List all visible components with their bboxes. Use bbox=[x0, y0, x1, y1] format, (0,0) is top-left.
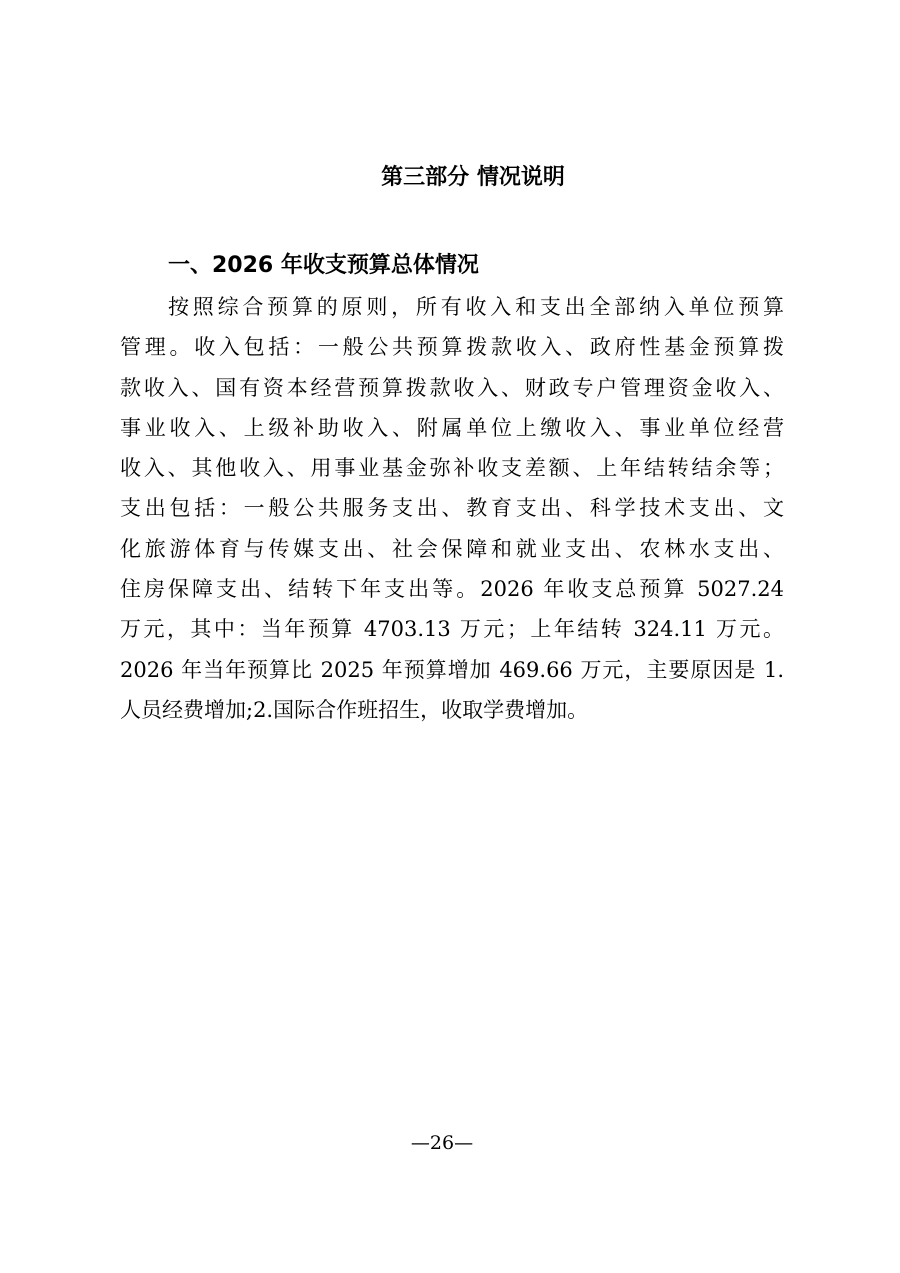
paragraph-line: 支出包括：一般公共服务支出、教育支出、科学技术支出、文 bbox=[120, 496, 784, 521]
body-paragraph bbox=[120, 287, 784, 730]
section-heading: 一、2026 年收支预算总体情况 bbox=[168, 253, 479, 278]
paragraph-line: 事业收入、上级补助收入、附属单位上缴收入、事业单位经营 bbox=[120, 415, 784, 440]
paragraph-line: 按照综合预算的原则，所有收入和支出全部纳入单位预算 bbox=[168, 295, 784, 319]
part-title: 第三部分 情况说明 bbox=[381, 165, 565, 190]
page-number: —26— bbox=[410, 1132, 474, 1154]
paragraph-line: 款收入、国有资本经营预算拨款收入、财政专户管理资金收入、 bbox=[120, 375, 784, 400]
paragraph-line: 万元，其中：当年预算 4703.13 万元；上年结转 324.11 万元。 bbox=[120, 617, 784, 642]
paragraph-line: 2026 年当年预算比 2025 年预算增加 469.66 万元，主要原因是 1. bbox=[120, 657, 784, 682]
paragraph-line: 化旅游体育与传媒支出、社会保障和就业支出、农林水支出、 bbox=[120, 536, 784, 561]
paragraph-line: 管理。收入包括：一般公共预算拨款收入、政府性基金预算拨 bbox=[120, 335, 784, 360]
paragraph-line: 收入、其他收入、用事业基金弥补收支差额、上年结转结余等； bbox=[120, 456, 784, 481]
paragraph-line: 住房保障支出、结转下年支出等。2026 年收支总预算 5027.24 bbox=[120, 577, 784, 602]
paragraph-line: 人员经费增加;2.国际合作班招生，收取学费增加。 bbox=[120, 697, 589, 722]
